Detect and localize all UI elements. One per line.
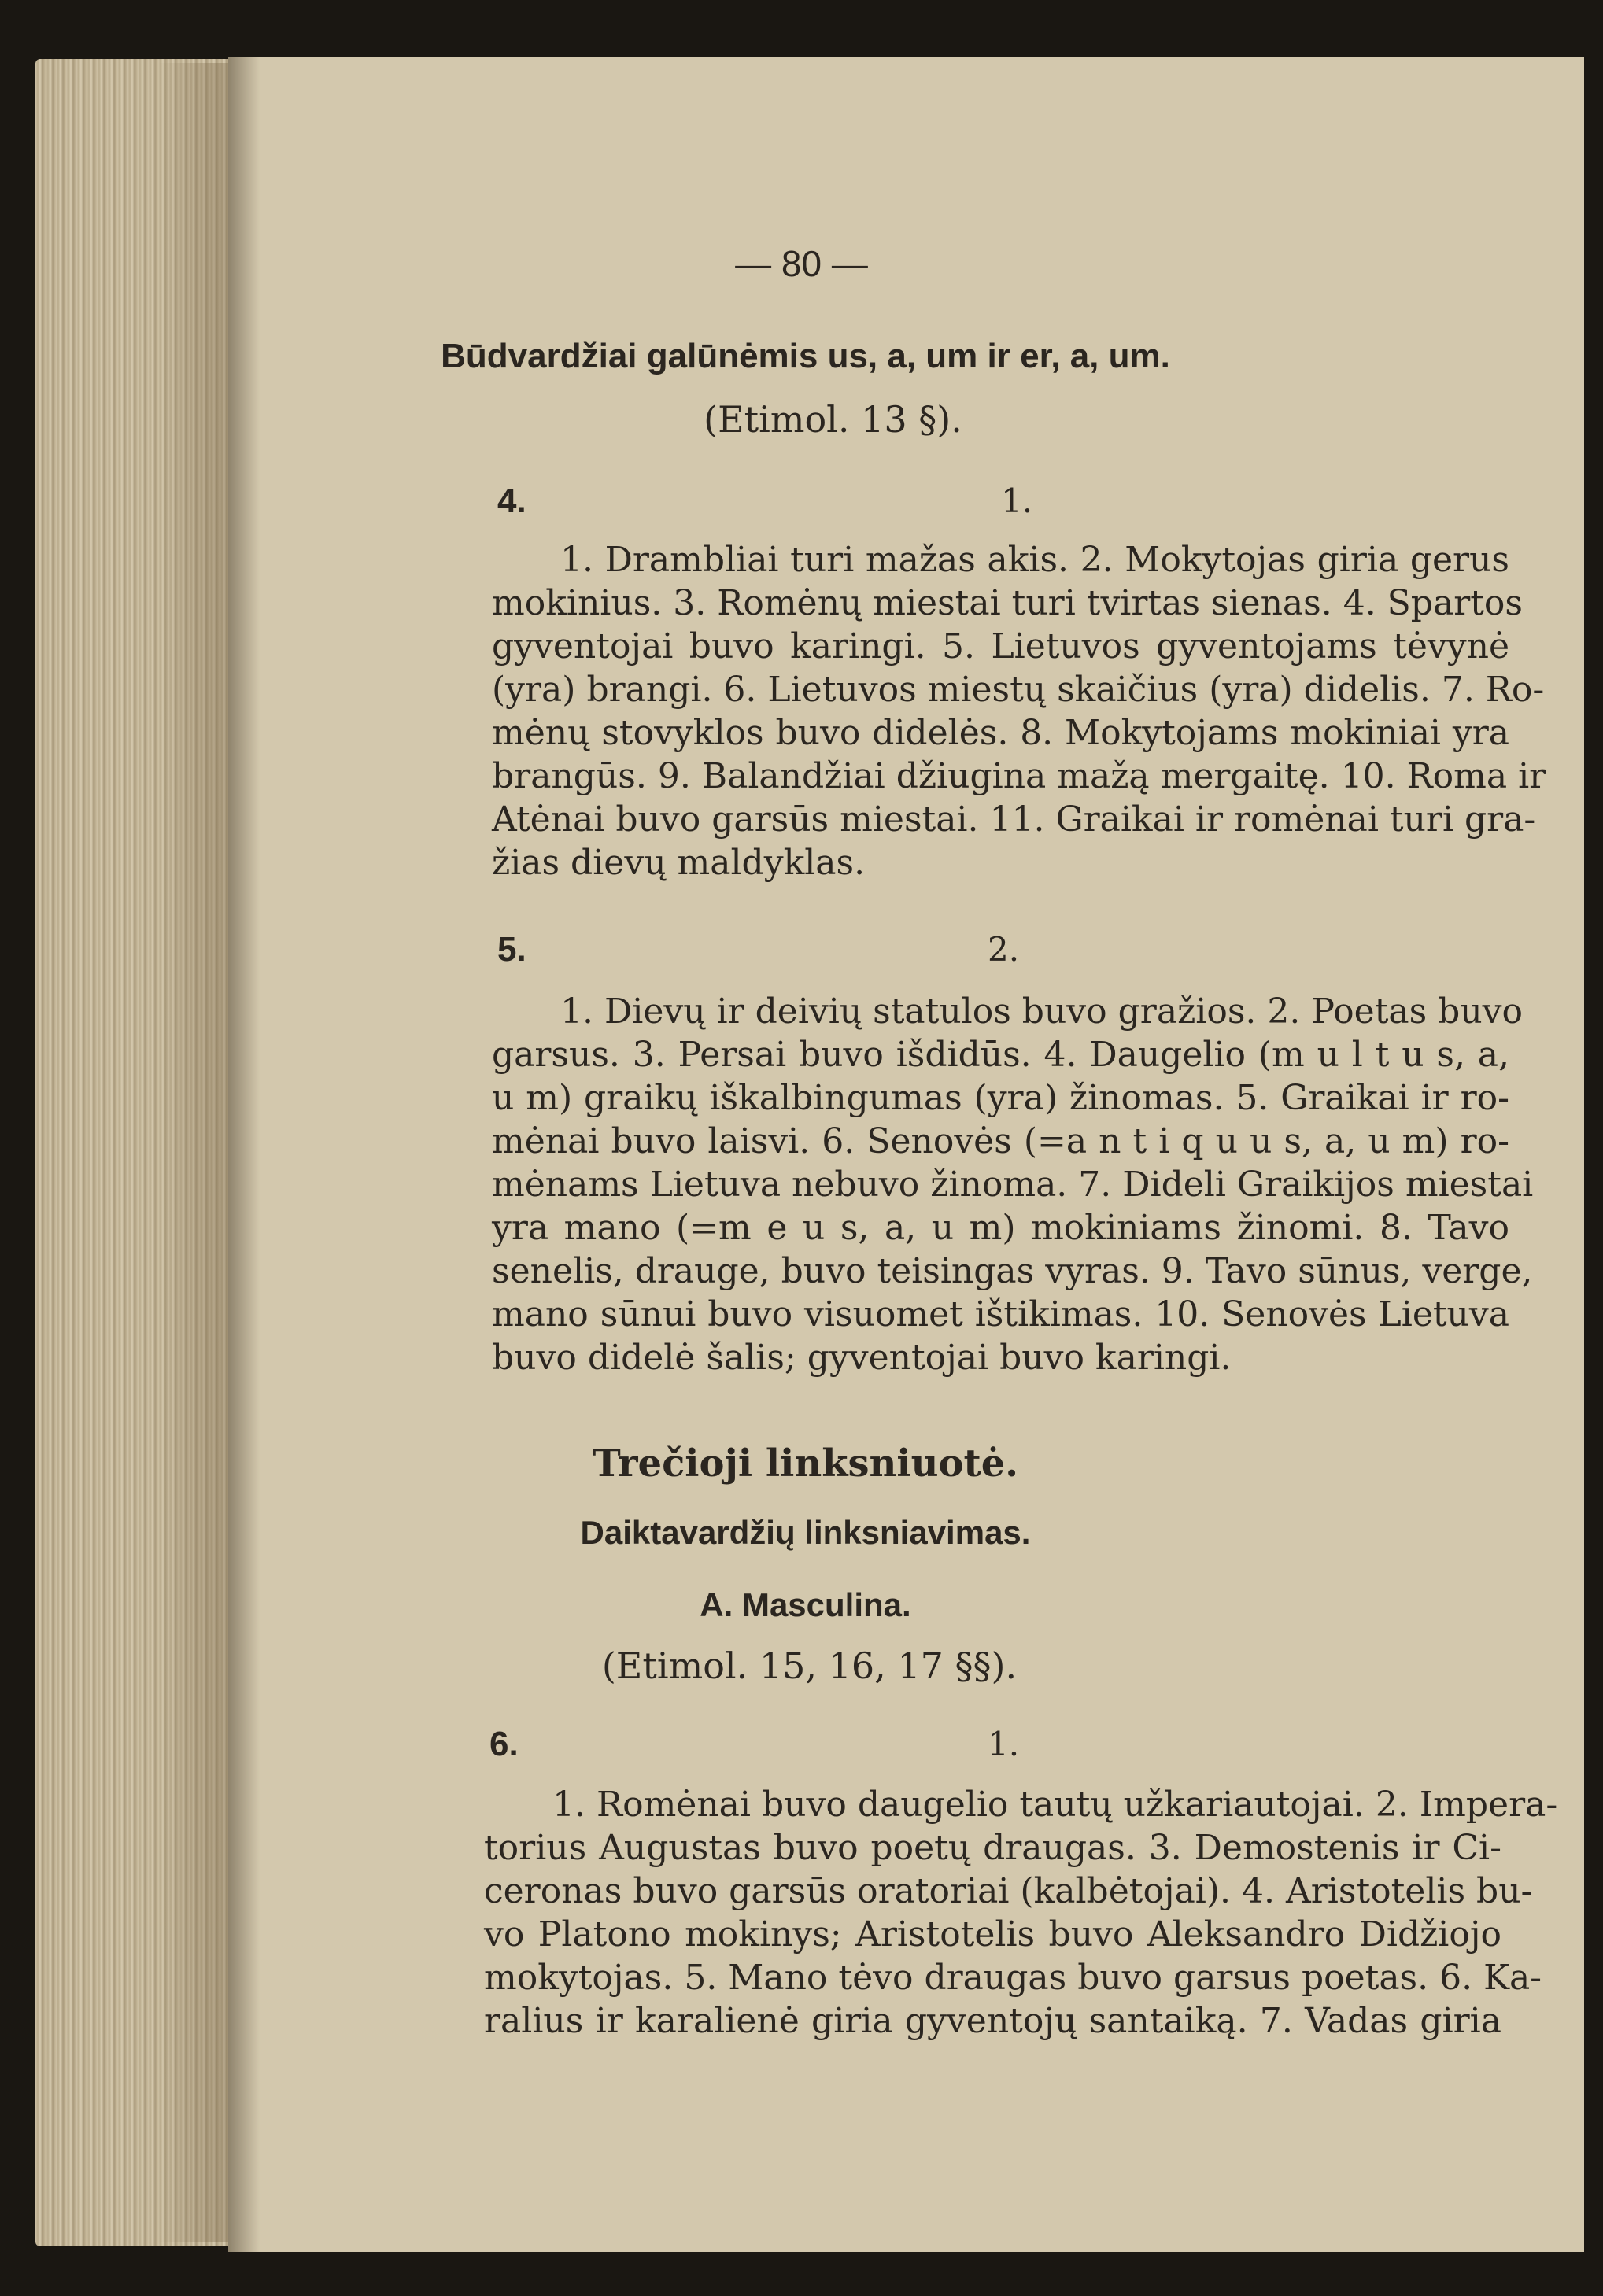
text-line: mokytojas. 5. Mano tėvo draugas buvo garsus poetas. 6. Ka- <box>484 1958 1542 1998</box>
section-subtitle: Daiktavardžių linksniavimas. <box>580 1514 1031 1551</box>
text-line: 1. Dievų ir deivių statulos buvo gražios. 2. Poetas buvo <box>560 991 1524 1032</box>
exercise-number: 4. <box>497 482 526 520</box>
text-line: gyventojai buvo karingi. 5. Lietuvos gyventojams tėvynė <box>492 626 1509 666</box>
section-title: Trečioji linksniuotė. <box>593 1441 1018 1486</box>
text-line: mokinius. 3. Romėnų miestai turi tvirtas sienas. 4. Spartos <box>492 583 1523 623</box>
text-line: 1. Romėnai buvo daugelio tautų užkariautojai. 2. Impera- <box>552 1785 1558 1825</box>
exercise-number: 6. <box>489 1725 519 1763</box>
exercise-subnumber: 1. <box>1001 482 1033 520</box>
text-line: brangūs. 9. Balandžiai džiugina mažą mergaitę. 10. Roma ir <box>492 756 1546 796</box>
text-line: buvo didelė šalis; gyventojai buvo karingi. <box>492 1338 1232 1378</box>
section-subsubtitle: A. Masculina. <box>700 1586 911 1623</box>
text-line: mėnai buvo laisvi. 6. Senovės (=a n t i q u u s, a, u m) ro- <box>492 1121 1509 1161</box>
text-line: u m) graikų iškalbingumas (yra) žinomas. 5. Graikai ir ro- <box>492 1078 1509 1118</box>
binding-shadow <box>228 57 260 2252</box>
text-line: yra mano (=m e u s, a, u m) mokiniams žinomi. 8. Tavo <box>492 1208 1509 1248</box>
exercise-number: 5. <box>497 930 526 969</box>
exercise-subnumber: 1. <box>988 1725 1020 1763</box>
page-number: — 80 — <box>735 243 868 284</box>
text-line: torius Augustas buvo poetų draugas. 3. Demostenis ir Ci- <box>484 1828 1501 1868</box>
section-title: Būdvardžiai galūnėmis us, a, um ir er, a, um. <box>441 337 1170 375</box>
text-line: 1. Drambliai turi mažas akis. 2. Mokytojas giria gerus <box>560 540 1509 580</box>
text-line: žias dievų maldyklas. <box>492 843 866 883</box>
text-line: senelis, drauge, buvo teisingas vyras. 9. Tavo sūnus, verge, <box>492 1251 1533 1291</box>
section-reference: (Etimol. 15, 16, 17 §§). <box>601 1644 1018 1687</box>
text-line: garsus. 3. Persai buvo išdidūs. 4. Daugelio (m u l t u s, a, <box>492 1035 1509 1075</box>
text-line: mėnams Lietuva nebuvo žinoma. 7. Dideli Graikijos miestai <box>492 1165 1534 1205</box>
exercise-subnumber: 2. <box>988 930 1020 969</box>
text-line: mano sūnui buvo visuomet ištikimas. 10. Senovės Lietuva <box>492 1294 1509 1334</box>
section-reference: (Etimol. 13 §). <box>704 398 962 441</box>
text-line: Atėnai buvo garsūs miestai. 11. Graikai ir romėnai turi gra- <box>492 799 1536 840</box>
text-line: ralius ir karalienė giria gyventojų santaiką. 7. Vadas giria <box>484 2001 1501 2041</box>
text-line: vo Platono mokinys; Aristotelis buvo Aleksandro Didžiojo <box>484 1914 1501 1955</box>
text-line: (yra) brangi. 6. Lietuvos miestų skaičius (yra) didelis. 7. Ro- <box>492 670 1545 710</box>
text-line: ceronas buvo garsūs oratoriai (kalbėtojai). 4. Aristotelis bu- <box>484 1871 1533 1911</box>
text-line: mėnų stovyklos buvo didelės. 8. Mokytojams mokiniai yra <box>492 713 1509 753</box>
